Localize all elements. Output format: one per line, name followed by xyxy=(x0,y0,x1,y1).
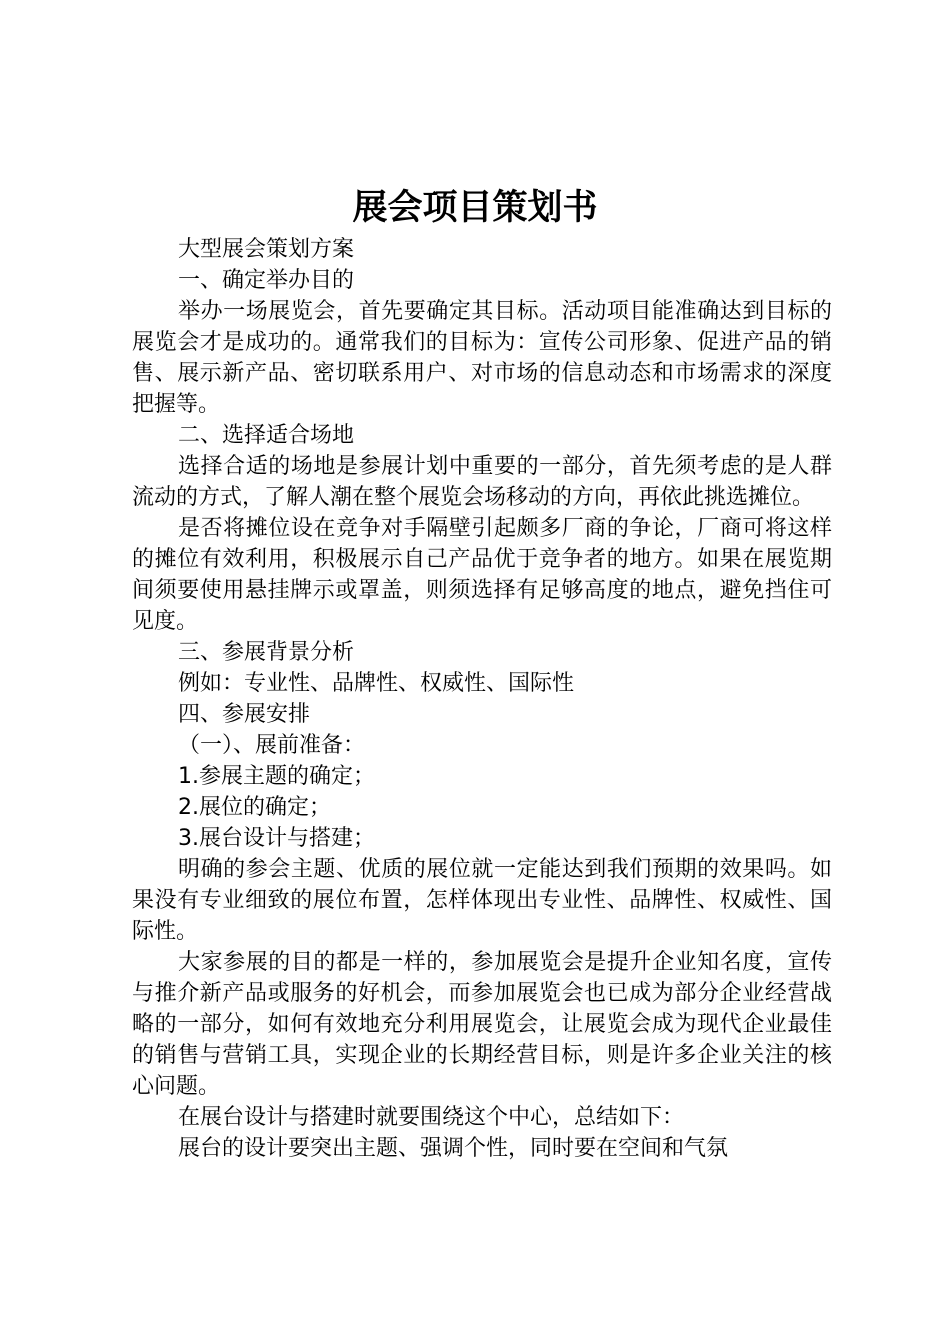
list-item: 2.展位的确定； xyxy=(178,795,331,820)
subsection-heading: （一）、展前准备： xyxy=(178,733,366,758)
paragraph: 展台的设计要突出主题、强调个性，同时要在空间和气氛 xyxy=(178,1136,729,1161)
list-item: 1.参展主题的确定； xyxy=(178,764,375,789)
document-title: 展会项目策划书 xyxy=(352,187,598,228)
section-heading-2: 二、选择适合场地 xyxy=(178,423,355,448)
paragraph: 在展台设计与搭建时就要围绕这个中心，总结如下： xyxy=(178,1105,685,1130)
plan-subtitle: 大型展会策划方案 xyxy=(178,237,355,262)
document-body xyxy=(132,234,832,1164)
section-heading-4: 四、参展安排 xyxy=(178,702,311,727)
paragraph: 大家参展的目的都是一样的，参加展览会是提升企业知名度，宣传与推介新产品或服务的好机会，而参加展览会也已成为部分企业经营战略的一部分，如何有效地充分利用展览会，让展览会成为现代企业最佳的销售与营销工具，实现企业的长期经营目标，则是许多企业关注的核心问题。 xyxy=(132,950,832,1099)
paragraph: 是否将摊位设在竞争对手隔壁引起颇多厂商的争论，厂商可将这样的摊位有效利用，积极展示自己产品优于竞争者的地方。如果在展览期间须要使用悬挂牌示或罩盖，则须选择有足够高度的地点，避免挡住可见度。 xyxy=(132,516,832,634)
section-heading-3: 三、参展背景分析 xyxy=(178,640,355,665)
paragraph: 举办一场展览会，首先要确定其目标。活动项目能准确达到目标的展览会才是成功的。通常我们的目标为：宣传公司形象、促进产品的销售、展示新产品、密切联系用户、对市场的信息动态和市场需求的深度把握等。 xyxy=(132,299,832,417)
paragraph: 明确的参会主题、优质的展位就一定能达到我们预期的效果吗。如果没有专业细致的展位布置，怎样体现出专业性、品牌性、权威性、国际性。 xyxy=(132,857,832,944)
section-heading-1: 一、确定举办目的 xyxy=(178,268,355,293)
paragraph: 例如：专业性、品牌性、权威性、国际性 xyxy=(178,671,575,696)
paragraph: 选择合适的场地是参展计划中重要的一部分，首先须考虑的是人群流动的方式，了解人潮在整个展览会场移动的方向，再依此挑选摊位。 xyxy=(132,454,832,510)
list-item: 3.展台设计与搭建； xyxy=(178,826,375,851)
